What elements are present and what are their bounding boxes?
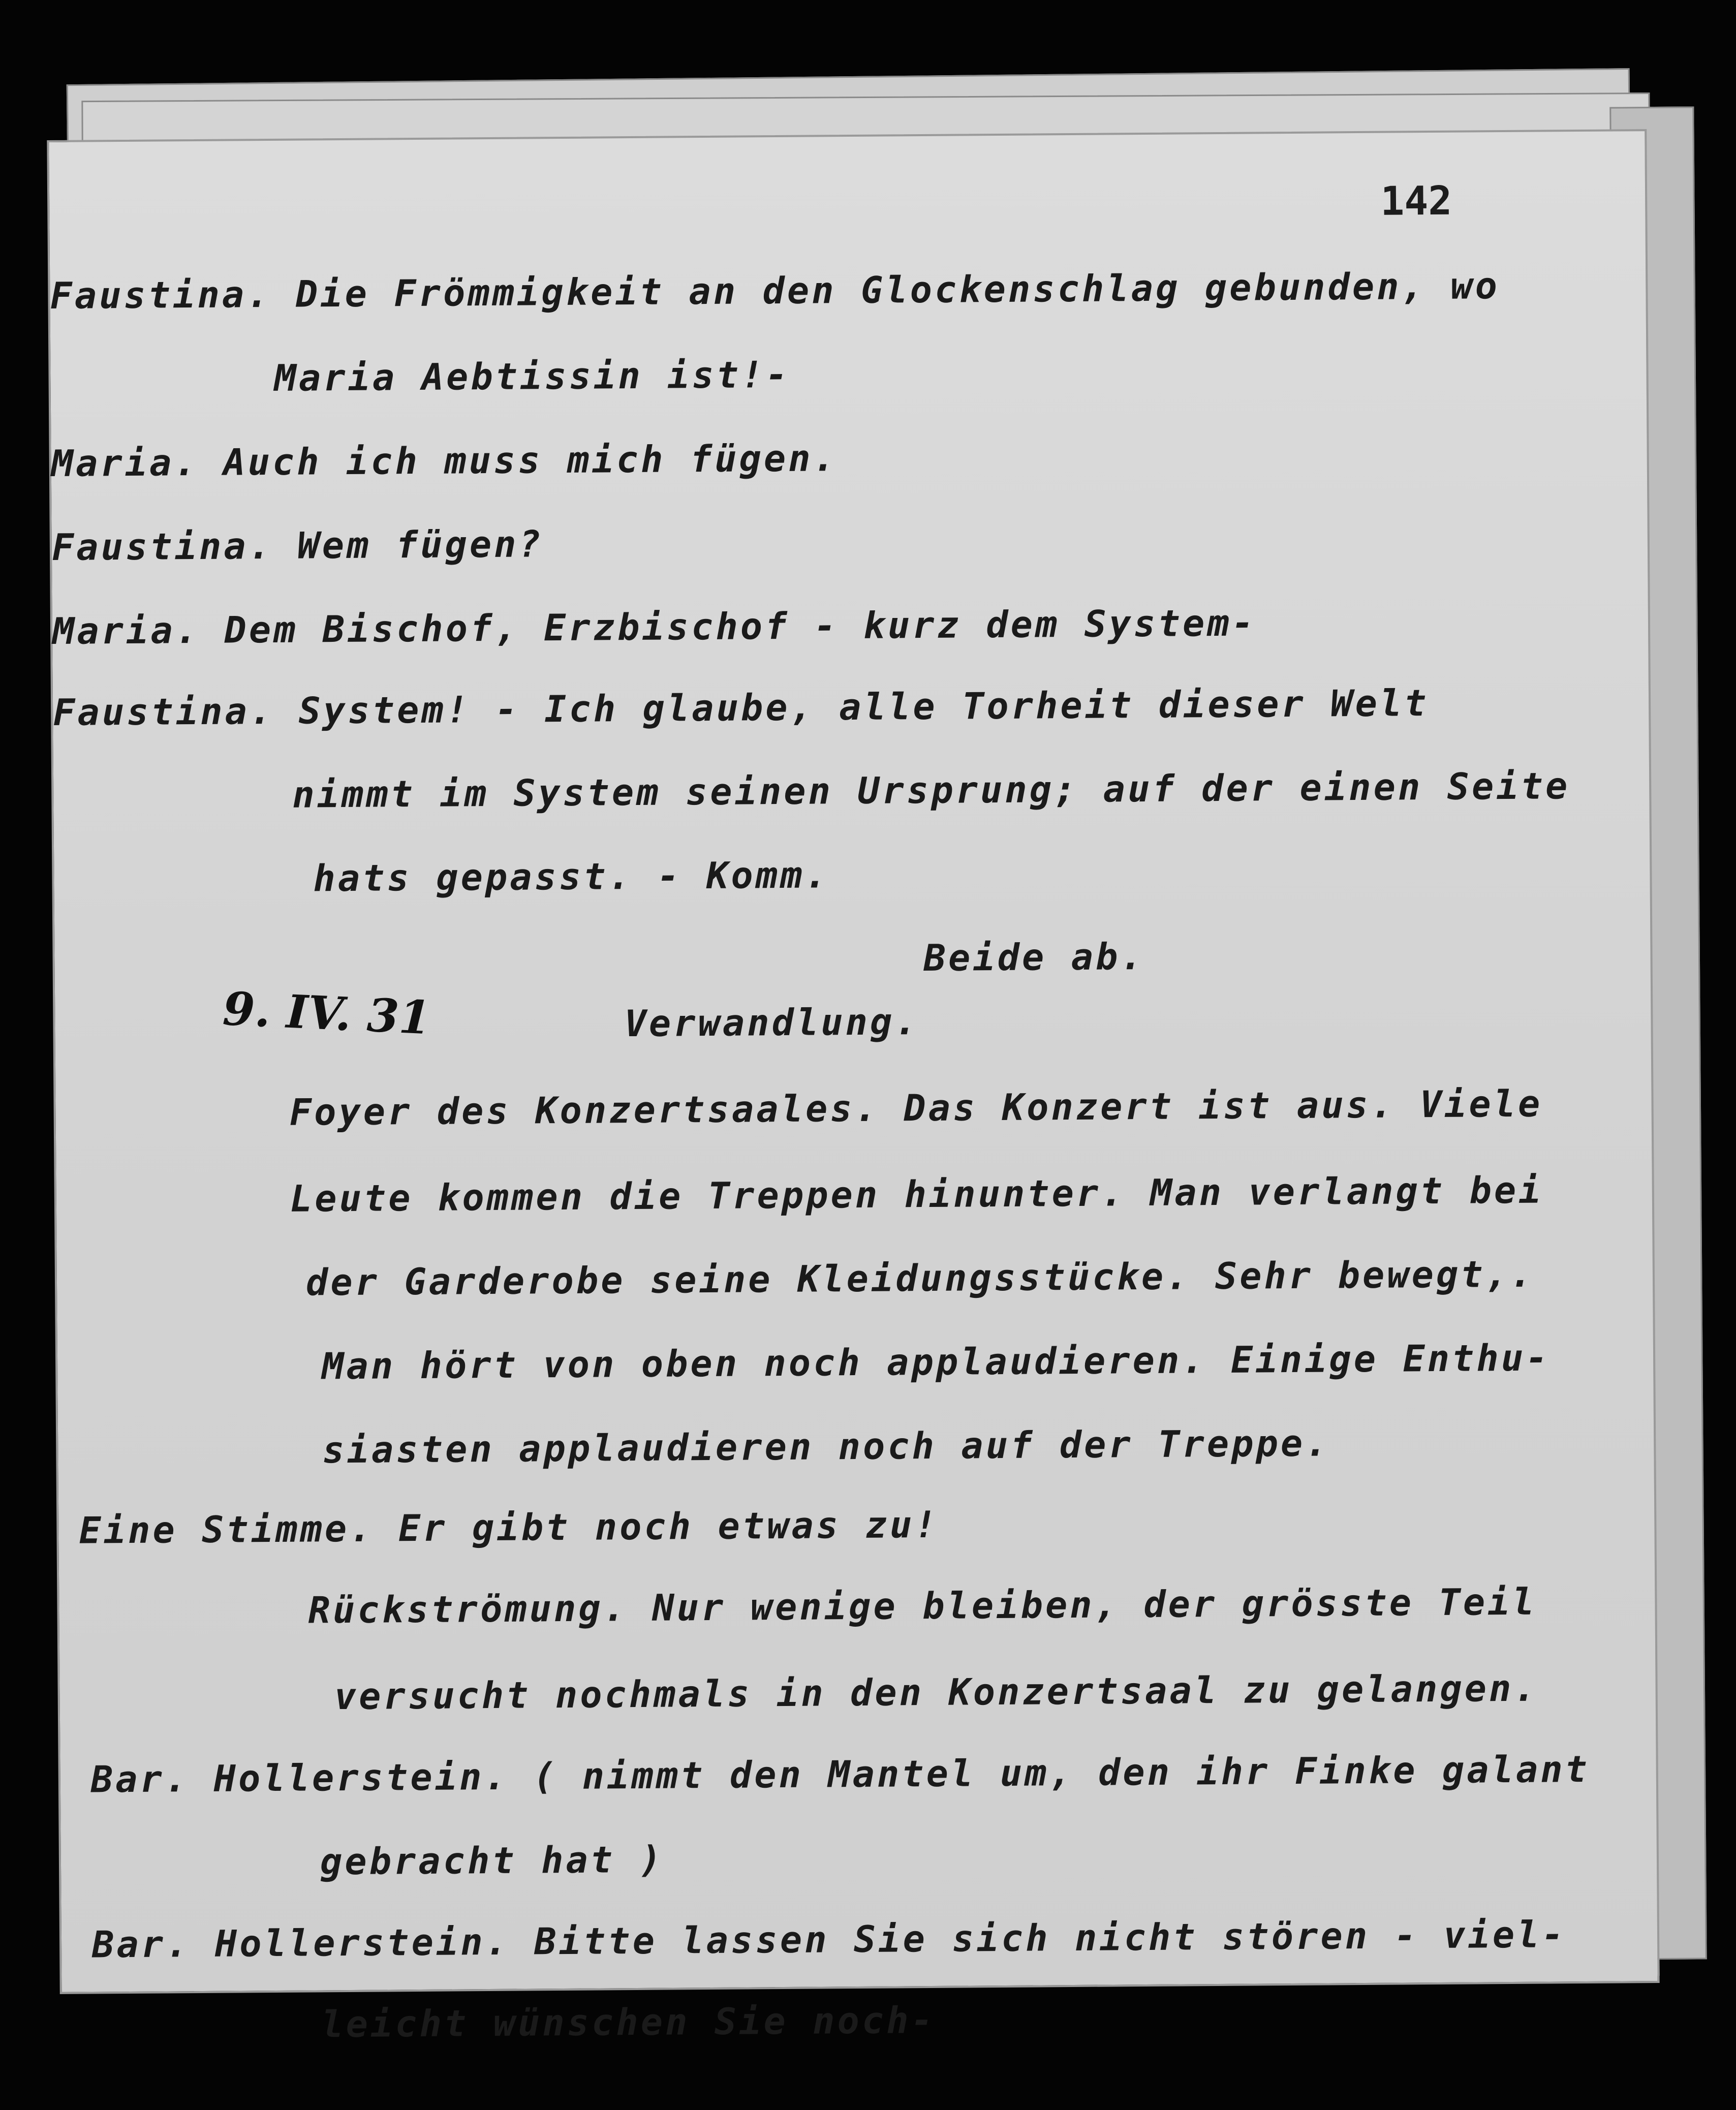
text-line: gebracht hat ) [320,1838,665,1883]
text-line: Bar. Hollerstein. ( nimmt den Mantel um, den ihr Finke galant [90,1747,1590,1801]
text-line: nimmt im System seinen Ursprung; auf der einen Seite [292,764,1570,816]
text-line: Faustina. Wem fügen? [51,522,544,569]
text-line: Bar. Hollerstein. Bitte lassen Sie sich nicht stören - viel- [91,1913,1567,1966]
text-line: Verwandlung. [624,1000,919,1045]
text-line: Maria. Dem Bischof, Erzbischof - kurz dem System- [52,601,1257,653]
text-line: Leute kommen die Treppen hinunter. Man verlangt bei [290,1168,1543,1220]
text-line: Beide ab. [923,935,1145,980]
page-number: 142 [1380,178,1452,225]
text-line: Foyer des Konzertsaales. Das Konzert ist aus. Viele [289,1082,1543,1134]
text-line: hats gepasst. - Komm. [313,853,830,900]
text-line: leicht wünschen Sie noch- [321,1998,936,2046]
text-line: siasten applaudieren noch auf der Treppe. [322,1421,1330,1472]
text-line: Man hört von oben noch applaudieren. Einige Enthu- [321,1336,1551,1388]
text-line: versucht nochmals in den Konzertsaal zu gelangen. [334,1666,1538,1718]
text-line: der Garderobe seine Kleidungsstücke. Sehr bewegt,. [305,1252,1535,1304]
text-line: Faustina. Die Frömmigkeit an den Glockenschlag gebunden, wo [50,264,1500,317]
text-line: Rückströmung. Nur wenige bleiben, der grösste Teil [308,1580,1537,1632]
typescript-page [47,129,1659,2046]
text-line: Eine Stimme. Er gibt noch etwas zu! [79,1503,939,1552]
text-line: Maria. Auch ich muss mich fügen. [51,437,838,485]
text-line: Maria Aebtissin ist!- [274,353,791,399]
handwritten-date: 9. IV. 31 [222,981,432,1045]
text-line: Faustina. System! - Ich glaube, alle Torheit dieser Welt [52,681,1429,734]
